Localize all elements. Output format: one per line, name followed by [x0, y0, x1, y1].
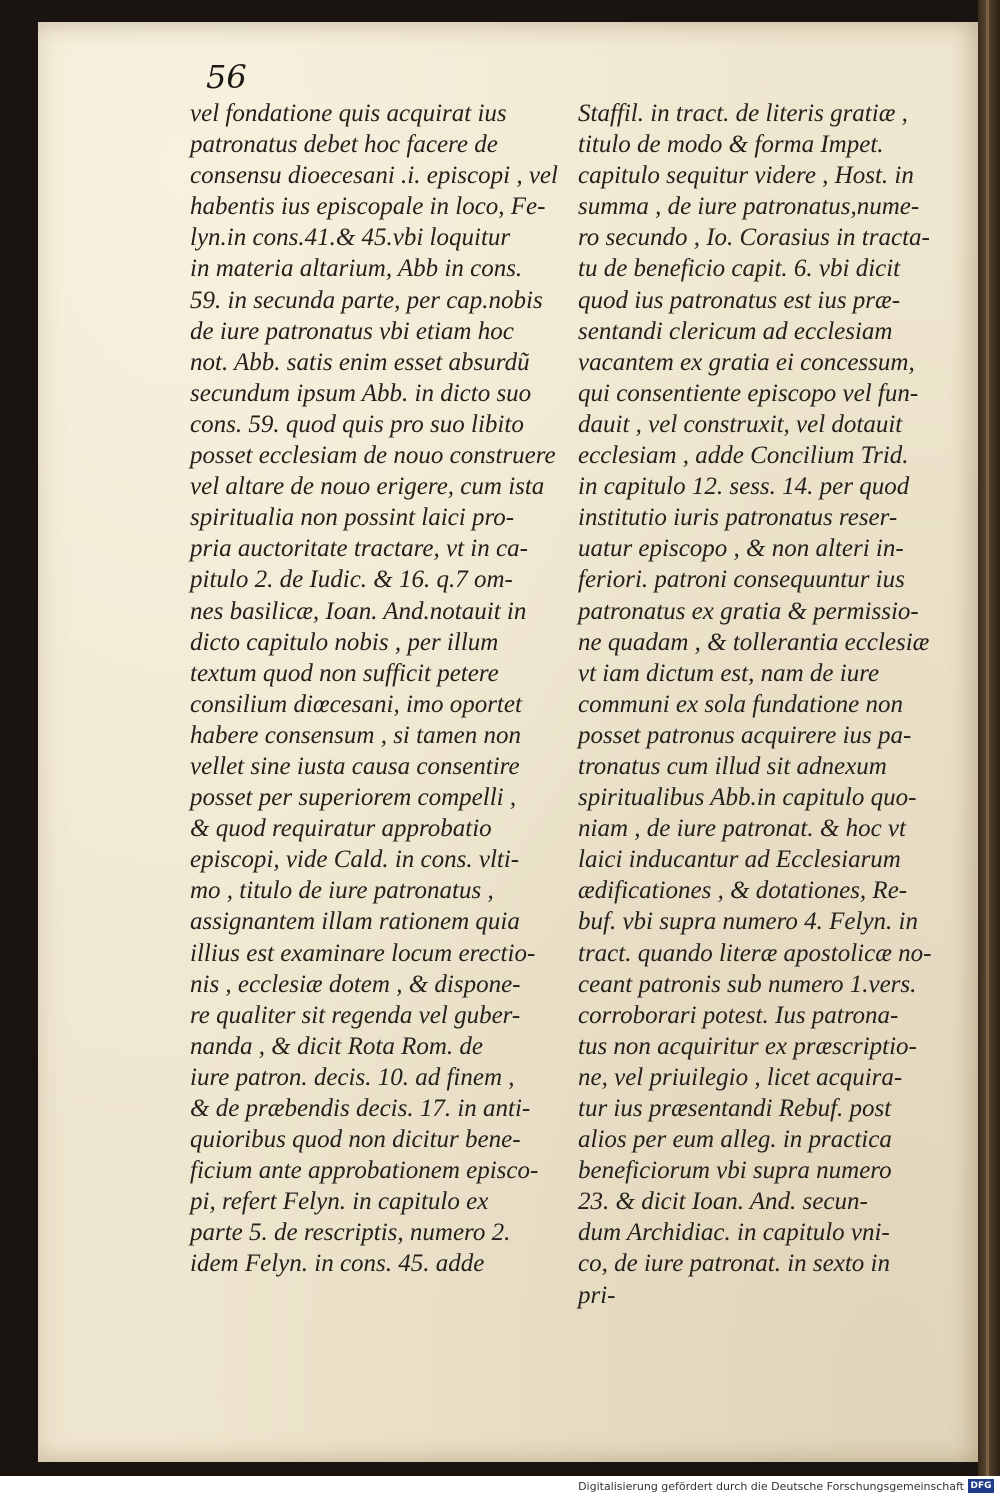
book-edge: [978, 0, 1000, 1476]
text-line: ædificationes , & dotationes, Re-: [578, 877, 908, 905]
text-line: tus non acquiritur ex præscriptio-: [578, 1032, 917, 1060]
text-line: titulo de modo & forma Impet.: [578, 131, 884, 159]
text-line: pi, refert Felyn. in capitulo ex: [190, 1188, 489, 1216]
text-line: nis , ecclesiæ dotem , & dispone-: [190, 970, 521, 998]
text-line: ficium ante approbationem episco-: [190, 1157, 539, 1185]
text-line: tu de beneficio capit. 6. vbi dicit: [578, 255, 901, 283]
text-line: ne, vel priuilegio , licet acquira-: [578, 1063, 903, 1091]
text-line: vacantem ex gratia ei concessum,: [578, 348, 915, 376]
text-line: consilium diœcesani, imo oportet: [190, 690, 522, 718]
text-line: laici inducantur ad Ecclesiarum: [578, 846, 901, 874]
text-line: nanda , & dicit Rota Rom. de: [190, 1032, 484, 1060]
left-column: [190, 98, 570, 1280]
text-line: cons. 59. quod quis pro suo libito: [190, 410, 524, 438]
text-line: mo , titulo de iure patronatus ,: [190, 877, 494, 905]
text-line: capitulo sequitur videre , Host. in: [578, 162, 914, 190]
text-line: dum Archidiac. in capitulo vni-: [578, 1219, 890, 1247]
text-line: assignantem illam rationem quia: [190, 908, 520, 936]
text-line: textum quod non sufficit petere: [190, 659, 499, 687]
text-line: not. Abb. satis enim esset absurdũ: [190, 348, 530, 376]
text-line: dicto capitulo nobis , per illum: [190, 628, 499, 656]
text-line: consensu dioecesani .i. episcopi , vel: [190, 162, 558, 190]
text-line: spiritualibus Abb.in capitulo quo-: [578, 784, 917, 812]
text-line: ecclesiam , adde Concilium Trid.: [578, 442, 909, 470]
text-line: nes basilicæ, Ioan. And.notauit in: [190, 597, 527, 625]
text-line: in capitulo 12. sess. 14. per quod: [578, 473, 910, 501]
text-line: illius est examinare locum erectio-: [190, 939, 536, 967]
text-line: tronatus cum illud sit adnexum: [578, 752, 887, 780]
text-line: alios per eum alleg. in practica: [578, 1126, 892, 1154]
text-line: co, de iure patronat. in sexto in: [578, 1250, 890, 1278]
text-line: habentis ius episcopale in loco, Fe-: [190, 193, 546, 221]
text-line: lyn.in cons.41.& 45.vbi loquitur: [190, 224, 511, 252]
book-edge-stripe: [986, 0, 989, 1476]
text-line: in materia altarium, Abb in cons.: [190, 255, 523, 283]
text-line: tur ius præsentandi Rebuf. post: [578, 1095, 892, 1122]
text-line: uatur episcopo , & non alteri in-: [578, 535, 904, 563]
text-line: pitulo 2. de Iudic. & 16. q.7 om-: [190, 566, 513, 594]
text-line: posset per superiorem compelli ,: [190, 784, 517, 812]
text-line: habere consensum , si tamen non: [190, 721, 521, 749]
text-line: communi ex sola fundatione non: [578, 690, 903, 718]
text-line: de iure patronatus vbi etiam hoc: [190, 317, 514, 345]
dfg-logo-icon: DFG: [968, 1479, 994, 1493]
text-line: corroborari potest. Ius patrona-: [578, 1001, 899, 1029]
text-line: niam , de iure patronat. & hoc vt: [578, 815, 906, 843]
text-line: institutio iuris patronatus reser-: [578, 504, 898, 532]
text-line: 23. & dicit Ioan. And. secun-: [578, 1188, 868, 1216]
text-line: idem Felyn. in cons. 45. adde: [190, 1250, 485, 1278]
text-line: sentandi clericum ad ecclesiam: [578, 317, 893, 345]
text-line: buf. vbi supra numero 4. Felyn. in: [578, 908, 919, 936]
text-line: ceant patronis sub numero 1.vers.: [578, 970, 917, 998]
page-number: 56: [206, 58, 247, 96]
text-line: vel fondatione quis acquirat ius: [190, 100, 507, 127]
text-line: tract. quando literæ apostolicæ no-: [578, 939, 932, 967]
text-line: parte 5. de rescriptis, numero 2.: [190, 1219, 511, 1247]
text-line: patronatus ex gratia & permissio-: [578, 597, 919, 625]
text-line: re qualiter sit regenda vel guber-: [190, 1001, 521, 1029]
text-line: patronatus debet hoc facere de: [190, 131, 498, 159]
footer-bar: [0, 1476, 1000, 1498]
text-line: quioribus quod non dicitur bene-: [190, 1126, 521, 1154]
text-line: iure patron. decis. 10. ad finem ,: [190, 1063, 515, 1091]
text-line: & quod requiratur approbatio: [190, 815, 492, 843]
text-line: feriori. patroni consequuntur ius: [578, 566, 905, 594]
text-line: beneficiorum vbi supra numero: [578, 1157, 892, 1185]
text-line: summa , de iure patronatus,nume-: [578, 193, 920, 221]
text-line: ne quadam , & tollerantia ecclesiæ: [578, 628, 930, 656]
text-line: spiritualia non possint laici pro-: [190, 504, 515, 532]
text-line: 59. in secunda parte, per cap.nobis: [190, 286, 543, 314]
text-line: & de præbendis decis. 17. in anti-: [190, 1095, 531, 1122]
text-line: pria auctoritate tractare, vt in ca-: [190, 535, 528, 563]
text-line: posset patronus acquirere ius pa-: [578, 721, 912, 749]
text-line: episcopi, vide Cald. in cons. vlti-: [190, 846, 520, 874]
text-line: quod ius patronatus est ius præ-: [578, 286, 901, 314]
text-line: qui consentiente episcopo vel fun-: [578, 379, 919, 407]
text-line: secundum ipsum Abb. in dicto suo: [190, 379, 532, 407]
text-line: Staffil. in tract. de literis gratiæ ,: [578, 100, 908, 127]
text-line: ro secundo , Io. Corasius in tracta-: [578, 224, 930, 252]
right-column: [578, 98, 960, 1311]
dfg-credit-text: Digitalisierung gefördert durch die Deutsche Forschungsgemeinschaft: [578, 1480, 964, 1493]
text-line: pri-: [578, 1281, 616, 1309]
text-line: posset ecclesiam de nouo construere: [190, 442, 556, 470]
text-line: vel altare de nouo erigere, cum ista: [190, 473, 545, 501]
text-line: dauit , vel construxit, vel dotauit: [578, 410, 903, 438]
text-line: vt iam dictum est, nam de iure: [578, 659, 880, 687]
text-line: vellet sine iusta causa consentire: [190, 752, 520, 780]
